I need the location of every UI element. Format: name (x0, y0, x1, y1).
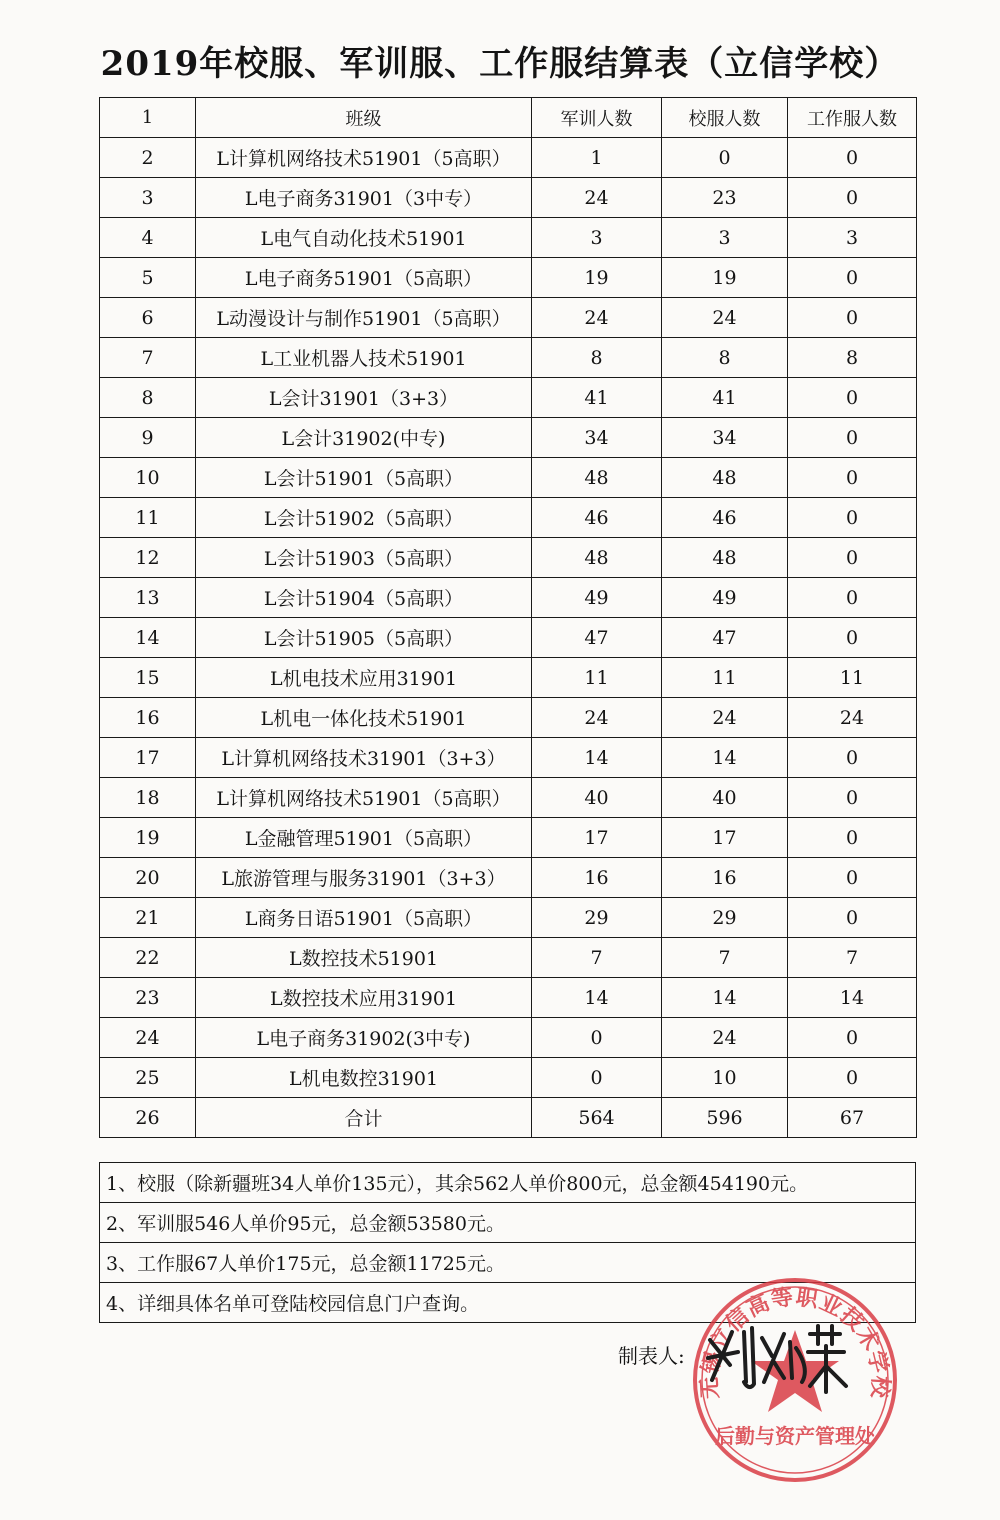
military-count-cell: 8 (532, 338, 662, 378)
workwear-count-cell: 24 (788, 698, 917, 738)
table-row (100, 578, 917, 618)
note-row (100, 1163, 916, 1203)
class-name-cell: 合计 (196, 1098, 532, 1138)
military-count-cell: 48 (532, 458, 662, 498)
note-text: 1、校服（除新疆班34人单价135元），其余562人单价800元，总金额454190元。 (100, 1163, 916, 1203)
class-name-cell: L电气自动化技术51901 (196, 218, 532, 258)
class-name-cell: L旅游管理与服务31901（3+3） (196, 858, 532, 898)
workwear-count-cell: 0 (788, 1018, 917, 1058)
note-row (100, 1203, 916, 1243)
row-index-cell: 17 (100, 738, 196, 778)
row-index-cell: 10 (100, 458, 196, 498)
uniform-count-cell: 3 (662, 218, 788, 258)
page-title: 2019年校服、军训服、工作服结算表（立信学校） (100, 44, 900, 84)
row-index-cell: 18 (100, 778, 196, 818)
row-index-cell: 19 (100, 818, 196, 858)
class-name-cell: L计算机网络技术51901（5高职） (196, 138, 532, 178)
row-index-cell: 11 (100, 498, 196, 538)
workwear-count-cell: 工作服人数 (788, 98, 917, 138)
class-name-cell: L计算机网络技术51901（5高职） (196, 778, 532, 818)
uniform-count-cell: 48 (662, 458, 788, 498)
table-total-row (100, 1098, 917, 1138)
seal-ring-text: 无锡立信高等职业技术学校 (697, 1284, 893, 1400)
class-name-cell: L动漫设计与制作51901（5高职） (196, 298, 532, 338)
row-index-cell: 8 (100, 378, 196, 418)
settlement-table-body (100, 98, 917, 1138)
class-name-cell: L会计51903（5高职） (196, 538, 532, 578)
military-count-cell: 29 (532, 898, 662, 938)
uniform-count-cell: 49 (662, 578, 788, 618)
military-count-cell: 24 (532, 298, 662, 338)
workwear-count-cell: 0 (788, 258, 917, 298)
uniform-count-cell: 47 (662, 618, 788, 658)
workwear-count-cell: 0 (788, 378, 917, 418)
class-name-cell: L计算机网络技术31901（3+3） (196, 738, 532, 778)
table-header-row (100, 98, 917, 138)
military-count-cell: 24 (532, 698, 662, 738)
class-name-cell: L机电一体化技术51901 (196, 698, 532, 738)
uniform-count-cell: 40 (662, 778, 788, 818)
row-index-cell: 16 (100, 698, 196, 738)
row-index-cell: 13 (100, 578, 196, 618)
workwear-count-cell: 0 (788, 898, 917, 938)
table-row (100, 978, 917, 1018)
workwear-count-cell: 0 (788, 298, 917, 338)
military-count-cell: 41 (532, 378, 662, 418)
class-name-cell: L商务日语51901（5高职） (196, 898, 532, 938)
uniform-count-cell: 19 (662, 258, 788, 298)
uniform-count-cell: 46 (662, 498, 788, 538)
military-count-cell: 7 (532, 938, 662, 978)
table-row (100, 418, 917, 458)
uniform-count-cell: 24 (662, 698, 788, 738)
class-name-cell: L电子商务31902(3中专) (196, 1018, 532, 1058)
table-row (100, 818, 917, 858)
table-row (100, 538, 917, 578)
class-name-cell: L电子商务51901（5高职） (196, 258, 532, 298)
row-index-cell: 24 (100, 1018, 196, 1058)
military-count-cell: 14 (532, 978, 662, 1018)
uniform-count-cell: 29 (662, 898, 788, 938)
workwear-count-cell: 0 (788, 498, 917, 538)
uniform-count-cell: 8 (662, 338, 788, 378)
table-row (100, 1018, 917, 1058)
table-row (100, 138, 917, 178)
uniform-count-cell: 14 (662, 978, 788, 1018)
workwear-count-cell: 0 (788, 538, 917, 578)
table-row (100, 778, 917, 818)
military-count-cell: 16 (532, 858, 662, 898)
class-name-cell: L电子商务31901（3中专） (196, 178, 532, 218)
military-count-cell: 17 (532, 818, 662, 858)
military-count-cell: 11 (532, 658, 662, 698)
military-count-cell: 14 (532, 738, 662, 778)
class-name-cell: L会计51901（5高职） (196, 458, 532, 498)
table-row (100, 738, 917, 778)
uniform-count-cell: 10 (662, 1058, 788, 1098)
table-row (100, 618, 917, 658)
military-count-cell: 24 (532, 178, 662, 218)
uniform-count-cell: 7 (662, 938, 788, 978)
table-row (100, 1058, 917, 1098)
military-count-cell: 0 (532, 1018, 662, 1058)
table-row (100, 938, 917, 978)
military-count-cell: 46 (532, 498, 662, 538)
class-name-cell: L会计31902(中专) (196, 418, 532, 458)
class-name-cell: L会计51904（5高职） (196, 578, 532, 618)
row-index-cell: 12 (100, 538, 196, 578)
row-index-cell: 9 (100, 418, 196, 458)
workwear-count-cell: 14 (788, 978, 917, 1018)
row-index-cell: 1 (100, 98, 196, 138)
workwear-count-cell: 0 (788, 618, 917, 658)
row-index-cell: 23 (100, 978, 196, 1018)
class-name-cell: L机电技术应用31901 (196, 658, 532, 698)
note-text: 3、工作服67人单价175元，总金额11725元。 (100, 1243, 916, 1283)
military-count-cell: 34 (532, 418, 662, 458)
uniform-count-cell: 24 (662, 298, 788, 338)
table-row (100, 698, 917, 738)
workwear-count-cell: 0 (788, 458, 917, 498)
row-index-cell: 21 (100, 898, 196, 938)
seal-center-text: 后勤与资产管理处 (715, 1424, 875, 1448)
uniform-count-cell: 24 (662, 1018, 788, 1058)
note-text: 4、详细具体名单可登陆校园信息门户查询。 (100, 1283, 916, 1323)
table-row (100, 178, 917, 218)
military-count-cell: 3 (532, 218, 662, 258)
settlement-table (99, 97, 917, 1138)
military-count-cell: 0 (532, 1058, 662, 1098)
uniform-count-cell: 校服人数 (662, 98, 788, 138)
class-name-cell: L数控技术51901 (196, 938, 532, 978)
workwear-count-cell: 7 (788, 938, 917, 978)
uniform-count-cell: 41 (662, 378, 788, 418)
row-index-cell: 2 (100, 138, 196, 178)
military-count-cell: 47 (532, 618, 662, 658)
row-index-cell: 4 (100, 218, 196, 258)
uniform-count-cell: 14 (662, 738, 788, 778)
table-row (100, 858, 917, 898)
class-name-cell: L会计31901（3+3） (196, 378, 532, 418)
row-index-cell: 20 (100, 858, 196, 898)
uniform-count-cell: 34 (662, 418, 788, 458)
row-index-cell: 3 (100, 178, 196, 218)
row-index-cell: 5 (100, 258, 196, 298)
military-count-cell: 564 (532, 1098, 662, 1138)
class-name-cell: 班级 (196, 98, 532, 138)
uniform-count-cell: 17 (662, 818, 788, 858)
workwear-count-cell: 0 (788, 778, 917, 818)
row-index-cell: 14 (100, 618, 196, 658)
workwear-count-cell: 8 (788, 338, 917, 378)
class-name-cell: L金融管理51901（5高职） (196, 818, 532, 858)
row-index-cell: 25 (100, 1058, 196, 1098)
maker-label: 制表人: (618, 1344, 685, 1368)
uniform-count-cell: 0 (662, 138, 788, 178)
class-name-cell: L会计51902（5高职） (196, 498, 532, 538)
row-index-cell: 7 (100, 338, 196, 378)
uniform-count-cell: 11 (662, 658, 788, 698)
military-count-cell: 48 (532, 538, 662, 578)
workwear-count-cell: 0 (788, 818, 917, 858)
military-count-cell: 军训人数 (532, 98, 662, 138)
workwear-count-cell: 0 (788, 858, 917, 898)
workwear-count-cell: 11 (788, 658, 917, 698)
table-row (100, 658, 917, 698)
workwear-count-cell: 0 (788, 418, 917, 458)
class-name-cell: L机电数控31901 (196, 1058, 532, 1098)
military-count-cell: 19 (532, 258, 662, 298)
military-count-cell: 40 (532, 778, 662, 818)
military-count-cell: 1 (532, 138, 662, 178)
table-row (100, 378, 917, 418)
class-name-cell: L会计51905（5高职） (196, 618, 532, 658)
table-row (100, 498, 917, 538)
table-row (100, 218, 917, 258)
table-row (100, 898, 917, 938)
table-row (100, 458, 917, 498)
uniform-count-cell: 16 (662, 858, 788, 898)
row-index-cell: 22 (100, 938, 196, 978)
class-name-cell: L工业机器人技术51901 (196, 338, 532, 378)
uniform-count-cell: 596 (662, 1098, 788, 1138)
workwear-count-cell: 67 (788, 1098, 917, 1138)
workwear-count-cell: 3 (788, 218, 917, 258)
workwear-count-cell: 0 (788, 138, 917, 178)
workwear-count-cell: 0 (788, 738, 917, 778)
row-index-cell: 6 (100, 298, 196, 338)
row-index-cell: 26 (100, 1098, 196, 1138)
table-row (100, 298, 917, 338)
table-row (100, 338, 917, 378)
uniform-count-cell: 48 (662, 538, 788, 578)
uniform-count-cell: 23 (662, 178, 788, 218)
workwear-count-cell: 0 (788, 578, 917, 618)
row-index-cell: 15 (100, 658, 196, 698)
workwear-count-cell: 0 (788, 1058, 917, 1098)
maker-signature (700, 1320, 850, 1400)
workwear-count-cell: 0 (788, 178, 917, 218)
table-row (100, 258, 917, 298)
note-text: 2、军训服546人单价95元，总金额53580元。 (100, 1203, 916, 1243)
class-name-cell: L数控技术应用31901 (196, 978, 532, 1018)
military-count-cell: 49 (532, 578, 662, 618)
